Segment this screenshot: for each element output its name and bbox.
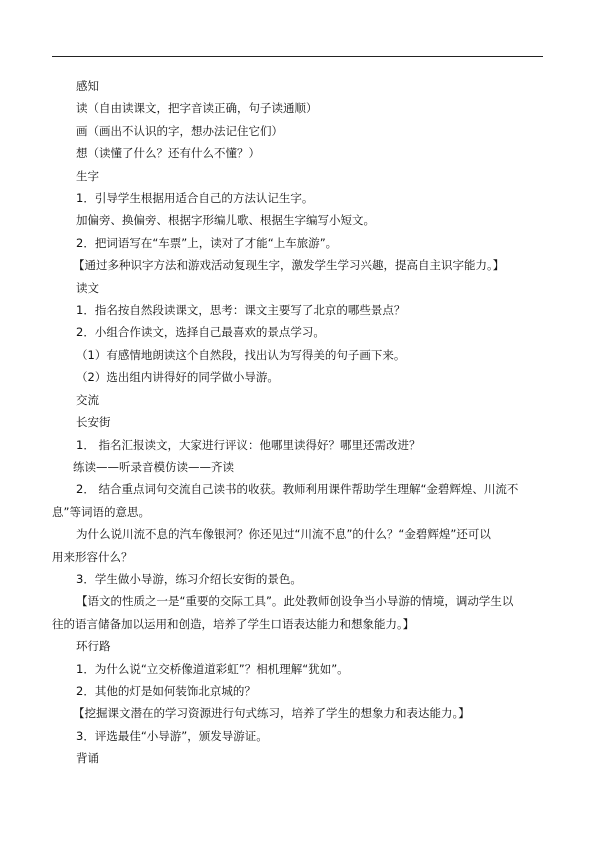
text-line: 背诵 (76, 751, 99, 766)
text-line: 往的语言储备加以运用和创造，培养了学生口语表达能力和想象能力。】 (52, 616, 415, 631)
text-line: 3．学生做小导游，练习介绍长安街的景色。 (76, 571, 302, 586)
text-line: 想（读懂了什么？还有什么不懂？） (76, 146, 260, 161)
text-line: 练读——听录音模仿读——齐读 (73, 459, 234, 474)
document-body (52, 75, 546, 770)
text-line: 长安街 (76, 415, 111, 430)
text-line: 2．其他的灯是如何装饰北京城的？ (76, 683, 256, 698)
text-line: 感知 (76, 79, 99, 93)
text-line: 读文 (76, 280, 99, 295)
text-line: 生字 (76, 168, 99, 183)
text-line: 息”等词语的意思。 (52, 504, 150, 519)
text-line: 2．把词语写在“车票”上，读对了才能“上车旅游”。 (76, 235, 338, 250)
text-line: 1．引导学生根据用适合自己的方法认记生字。 (76, 191, 314, 206)
text-line: 3．评选最佳“小导游”，颁发导游证。 (76, 728, 268, 743)
text-line: 【挖掘课文潜在的学习资源进行句式练习，培养了学生的想象力和表达能力。】 (73, 706, 470, 721)
text-line: 1．指名按自然段读课文，思考：课文主要写了北京的哪些景点？ (76, 303, 406, 318)
text-line: 读（自由读课文，把字音读正确，句子读通顺） (76, 101, 318, 116)
text-line: 2．小组合作读文，选择自己最喜欢的景点学习。 (76, 325, 325, 340)
text-line: 【通过多种识字方法和游戏活动复现生字，激发学生学习兴趣，提高自主识字能力。】 (73, 258, 505, 273)
text-line: 画（画出不认识的字，想办法记住它们） (76, 123, 283, 138)
text-line: 环行路 (76, 639, 111, 654)
text-line: （2）选出组内讲得好的同学做小导游。 (76, 370, 279, 385)
text-line: 1． 指名汇报读文，大家进行评议：他哪里读得好？哪里还需改进？ (76, 437, 421, 452)
text-line: 用来形容什么？ (52, 549, 133, 564)
text-line: 为什么说川流不息的汽车像银河？你还见过“川流不息”的什么？“金碧辉煌”还可以 (76, 527, 491, 542)
text-line: 交流 (76, 392, 99, 407)
header-rule (52, 56, 543, 57)
text-line: 加偏旁、换偏旁、根据字形编儿歌、根据生字编写小短文。 (76, 213, 375, 228)
text-line: （1）有感情地朗读这个自然段，找出认为写得美的句子画下来。 (76, 347, 406, 362)
text-line: 【语文的性质之一是“重要的交际工具”。此处教师创设争当小导游的情境，调动学生以 (76, 594, 514, 609)
text-line: 2． 结合重点词句交流自己读书的收获。教师利用课件帮助学生理解“金碧辉煌、川流不 (76, 482, 519, 497)
text-line: 1．为什么说“立交桥像道道彩虹”？相机理解“犹如”。 (76, 661, 349, 676)
